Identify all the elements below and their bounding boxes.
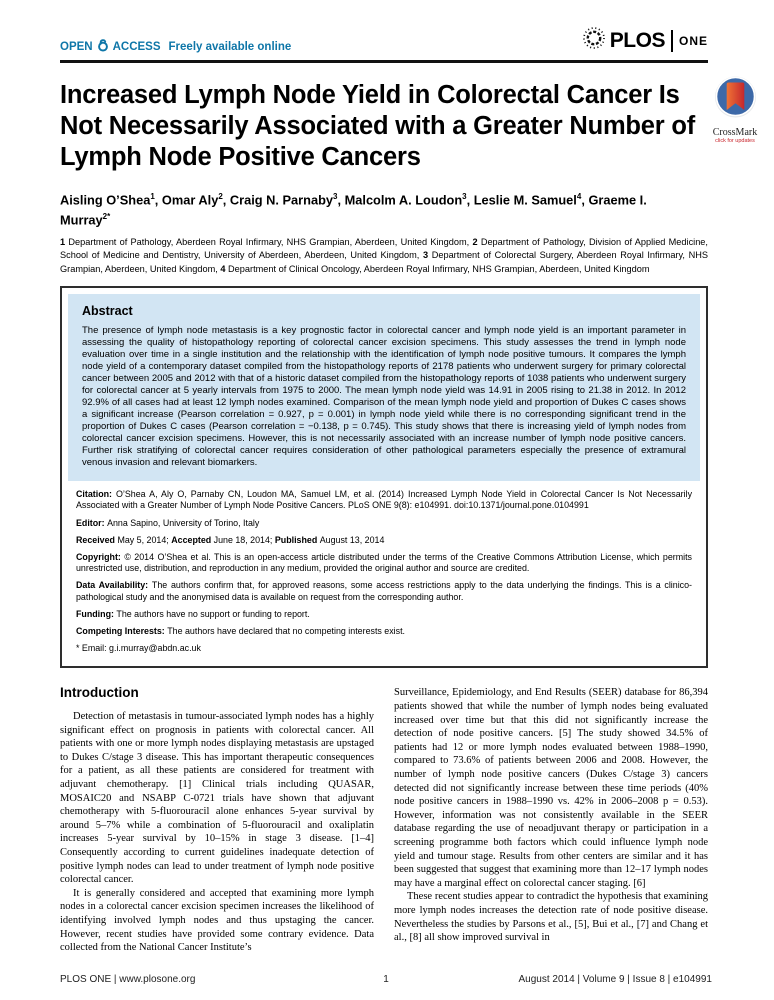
crossmark-icon — [712, 108, 759, 125]
author: Graeme I. Murray — [60, 191, 647, 228]
logo-divider — [671, 30, 673, 52]
body-paragraph: It is generally considered and accepted that examining more lymph nodes in a colorectal cancer excision specimen increases the likelihood of identifying involved lymph nodes and thus upstaging the cancer. However, recent studies have provided some contrary evidence. Data collected from the National Cancer Institute’s — [60, 887, 374, 954]
body-paragraph: Detection of metastasis in tumour-associated lymph nodes has a highly significant effect on prognosis in patients with colorectal cancer. All patients with one or more lymph nodes displaying metastasis are upstaged to Dukes C/stage 3 disease. This has important therapeutic consequences for a patient, as all these patients are considered for treatment with adjuvant chemotherapy. [1] Clinical trials including QUASAR, MOSAIC20 and NSABP C-0721 trials have shown that adjuvant chemotherapy with 5-fluorouracil alone enhances 5-year survival by around 5–7% while a combination of 5-fluorouracil and oxaliplatin increases 5-year survival by 10–15% in stage 3 disease. [1–4] Consequently according to current guidelines inadequate detection of positive lymph nodes can lead to under treatment of lymph node positive colorectal cancer. — [60, 711, 374, 886]
meta-editor: Editor: Anna Sapino, University of Torino, Italy — [76, 517, 260, 528]
header-rule — [60, 60, 708, 63]
open-access-label-access: ACCESS — [112, 40, 161, 53]
section-heading-introduction: Introduction — [60, 685, 139, 701]
crossmark-badge[interactable] — [704, 74, 766, 144]
meta-email: * Email: g.i.murray@abdn.ac.uk — [76, 643, 201, 654]
author: Omar Aly — [161, 191, 219, 207]
author-list: Aisling O’Shea$^1$, Omar Aly$^2$, Craig N. Parnaby$^3$, Malcolm A. Loudon$^3$, Leslie M. Samuel$^4$, Graeme I. Murray$^{2*}$ — [60, 191, 647, 228]
abstract-heading: Abstract — [82, 304, 133, 319]
column-left-paragraphs — [60, 710, 374, 955]
meta-competing-interests: Competing Interests: The authors have declared that no competing interests exist. — [76, 626, 406, 637]
plos-one-logo — [582, 26, 708, 55]
article-info-box — [60, 286, 708, 668]
article-body — [60, 686, 708, 954]
abstract-text: The presence of lymph node metastasis is a key prognostic factor in colorectal cancer and lymph node yield is an important parameter in assessing the quality of histopathology reporting of colorectal cancer excision specimens. This study assesses the trend in lymph node evaluation over time in a single institution and the relationship with the identification of lymph node positive tumours. It compares the lymph node yield of a contemporary dataset compiled from the histopathology reports of 2178 patients who underwent surgery for primary colorectal cancer between 2005 and 2012 with that of a historic dataset compiled from the histopathology reports of 1038 patients who underwent surgery for colorectal cancer at 5 yearly intervals from 1975 to 2000. The mean lymph node yield was 14.91 in 2005 rising to 21.38 in 2012. In 2012 92.9% of all cases had at least 12 lymph nodes examined. Comparison of the mean lymph node yield and proportion of Dukes C cases shows a significant increase (Pearson correlation = 0.927, p = 0.001) in lymph node yield while there is no corresponding significant trend in the proportion of Dukes C cases (Pearson correlation = −0.138, p = 0.745). This study shows that there is increasing yield of lymph nodes from colorectal cancer excision specimens. However, this is not necessarily associated with an increase number of lymph node positive cancers. Further risk stratifying of colorectal cancer requires consideration of other pathological parameters especially the presence of extramural venous invasion and relevant biomarkers. — [82, 325, 686, 469]
meta-funding: Funding: The authors have no support or funding to report. — [76, 608, 310, 619]
body-paragraph: Surveillance, Epidemiology, and End Results (SEER) database for 86,394 patients showed that while the number of lymph nodes being evaluated increased over time but that this did not significantly increase the detection of node positive cancers. [5] The study showed 34.5% of patients had 12 or more lymph nodes evaluated between 1988–1990, compared to 73.6% of patients between 2006 and 2008. However, the number of lymph node positive cancers (Dukes C/stage 3) cancers detected did not significantly increase between these time periods (40% node positive cancers in 1988–1990 vs. 42% in 2006–2008 p = 0.53). However, information was not consistently available in the SEER database regarding the use of neoadjuvant therapy or participation in a screening programme both factors which could influence lymph node yield and tumour stage. Results from other centers are similar and it has been suggested that suggest that examining more than 12–17 lymph nodes may have a marginal effect on colorectal cancer staging. [6] — [394, 687, 708, 889]
open-access-label-open: OPEN — [60, 40, 93, 53]
body-paragraph: These recent studies appear to contradict the hypothesis that examining more lymph nodes increases the detection rate of node positive disease. Nevertheless the studies by Parsons et al., [5], Bui et al., [7] and Chang et al., [8] all show improved survival in — [394, 891, 708, 944]
footer-issue-info: August 2014 | Volume 9 | Issue 8 | e104991 — [518, 974, 712, 985]
meta-history: Received May 5, 2014; Accepted June 18, 2014; Published August 13, 2014 — [76, 534, 385, 545]
crossmark-sublabel: click for updates — [715, 138, 755, 144]
author: Aisling O’Shea — [60, 191, 151, 207]
plos-wordmark: PLOS — [609, 28, 665, 52]
meta-data-availability: Data Availability: The authors confirm that, for approved reasons, some access restrictions apply to the data underlying the findings. This is a clinico-pathological study and the anonymised data is available on request from the corresponding author. — [76, 580, 692, 602]
crossmark-label: CrossMark — [712, 127, 758, 138]
article-metadata — [68, 481, 700, 664]
article-title: Increased Lymph Node Yield in Colorectal Cancer Is Not Necessarily Associated with a Greater Number of Lymph Node Positive Cancers — [60, 80, 696, 171]
masthead — [60, 0, 708, 55]
open-access-banner — [60, 38, 291, 55]
one-wordmark: ONE — [678, 33, 708, 48]
abstract-section — [68, 294, 700, 481]
footer-journal: PLOS ONE | www.plosone.org — [60, 974, 196, 985]
freely-available-label: Freely available online — [168, 40, 292, 53]
column-right — [394, 686, 708, 954]
footer-page-number: 1 — [383, 974, 389, 985]
meta-copyright: Copyright: © 2014 O’Shea et al. This is an open-access article distributed under the terms of the Creative Commons Attribution License, which permits unrestricted use, distribution, and reproduction in any medium, provided the original author and source are credited. — [76, 552, 692, 574]
meta-citation: Citation: O’Shea A, Aly O, Parnaby CN, Loudon MA, Samuel LM, et al. (2014) Increased Lymph Node Yield in Colorectal Cancer Is Not Necessarily Associated with a Greater Number of Lymph Node Positive Cancers. PLoS ONE 9(8): e104991. doi:10.1371/journal.pone.0104991 — [76, 489, 693, 511]
author: Leslie M. Samuel — [473, 191, 577, 207]
open-access-lock-icon — [96, 38, 110, 55]
column-right-paragraphs — [394, 686, 708, 944]
author: Malcolm A. Loudon — [344, 191, 463, 207]
column-left — [60, 686, 374, 954]
plos-logo-icon — [582, 26, 606, 55]
affiliations: 1 Department of Pathology, Aberdeen Royal Infirmary, NHS Grampian, Aberdeen, United Kingdom, 2 Department of Pathology, Division of Applied Medicine, School of Medicine and Dentistry, University of Aberdeen, Aberdeen, United Kingdom, 3 Department of Colorectal Surgery, Aberdeen Royal Infirmary, NHS Grampian, Aberdeen, United Kingdom, 4 Department of Clinical Oncology, Aberdeen Royal Infirmary, NHS Grampian, Aberdeen, United Kingdom — [60, 237, 708, 274]
author: Craig N. Parnaby — [229, 191, 334, 207]
